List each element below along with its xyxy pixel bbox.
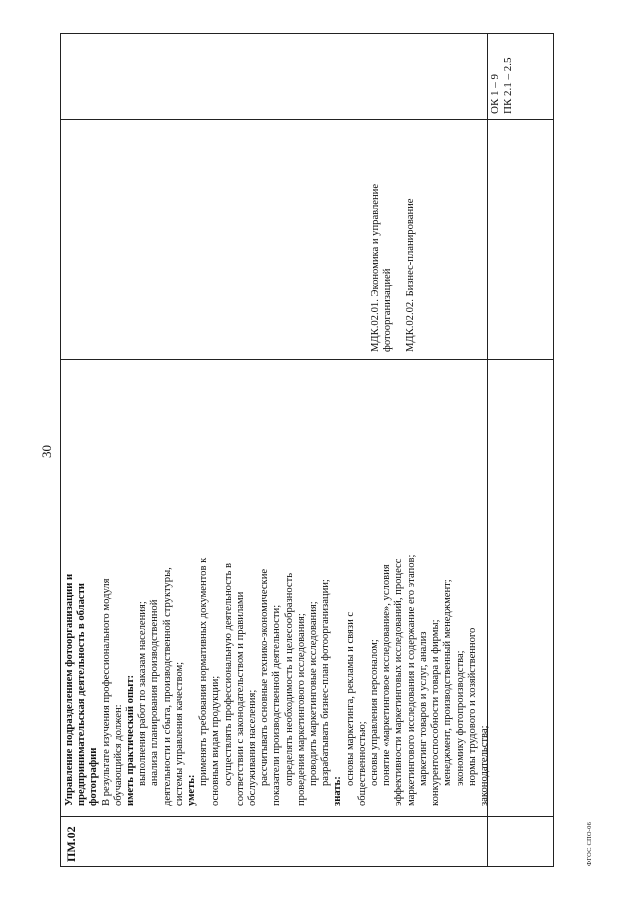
content-line: понятие «маркетинговое исследование», условия [381, 564, 393, 786]
content-line: проведения маркетингового исследования; [295, 613, 307, 806]
content-line: рассчитывать основные технико-экономические [259, 568, 271, 786]
content-line: обслуживания населения; [247, 689, 259, 806]
content-line: экономику фотопроизводства; [454, 650, 466, 786]
mdk-list [370, 152, 429, 352]
competency-general: ОК 1 – 9 [489, 73, 501, 114]
content-line: фотографии [88, 747, 100, 806]
content-line: общественностью; [356, 721, 368, 806]
curriculum-table [60, 33, 554, 867]
content-line: основы управления персоналом; [369, 639, 381, 786]
content-line: системы управления качеством; [173, 661, 185, 806]
competencies [489, 14, 514, 114]
content-line: основы маркетинга, рекламы и связи с [344, 611, 356, 786]
content-line: разрабатывать бизнес-план фотоорганизации; [320, 579, 332, 786]
page-number: 30 [39, 445, 54, 458]
content-line: выполнения работ по заказам населения; [137, 601, 149, 786]
content-line: обучающийся должен: [112, 704, 124, 806]
footer-code: ФГОС СПО-06 [586, 821, 593, 866]
content-line: проводить маркетинговые исследования; [308, 601, 320, 786]
content-line: осуществлять профессиональную деятельность в [222, 562, 234, 786]
content-line: иметь практический опыт: [125, 674, 137, 806]
content-line: определять необходимость и целесообразность [283, 572, 295, 786]
content-line: Управление подразделением фотоорганизации и [64, 573, 75, 806]
content-line: конкурентоспособности товара и фирмы; [430, 619, 442, 806]
content-line: менеджмент, производственный менеджмент; [442, 579, 454, 786]
content-line: маркетинг товаров и услуг, анализ [417, 631, 429, 786]
content-line: соответствии с законодательством и правилами [234, 591, 246, 806]
content-line: знать: [332, 776, 344, 806]
content-line: показатели производственной деятельности; [271, 604, 283, 806]
content-line: В результате изучения профессионального модуля [100, 578, 112, 806]
content-line: нормы трудового и хозяйственного [466, 627, 478, 786]
content-line: эффективности маркетинговых исследований, процесс [393, 558, 405, 806]
module-code: ПМ.02 [64, 826, 78, 862]
content-line: анализа планирования производственной [149, 599, 161, 786]
content-line: уметь: [186, 774, 198, 806]
competency-professional: ПК 2.1 – 2.5 [501, 57, 514, 114]
content-line: основным видам продукции; [210, 675, 222, 806]
content-line: применять требования нормативных документов к [198, 557, 210, 786]
content-line: деятельности и сбыта, производственной структуры, [161, 567, 173, 806]
mdk-item: МДК.02.02. Бизнес-планирование [405, 198, 417, 352]
content-line: предпринимательская деятельность в области [76, 583, 88, 806]
content-line: маркетингового исследования и содержание его этапов; [405, 554, 417, 806]
mdk-item: МДК.02.01. Экономика и управление фотоорганизацией [370, 183, 394, 352]
row-divider [61, 816, 553, 817]
content-line: законодательства; [478, 725, 490, 806]
module-content [64, 22, 491, 806]
